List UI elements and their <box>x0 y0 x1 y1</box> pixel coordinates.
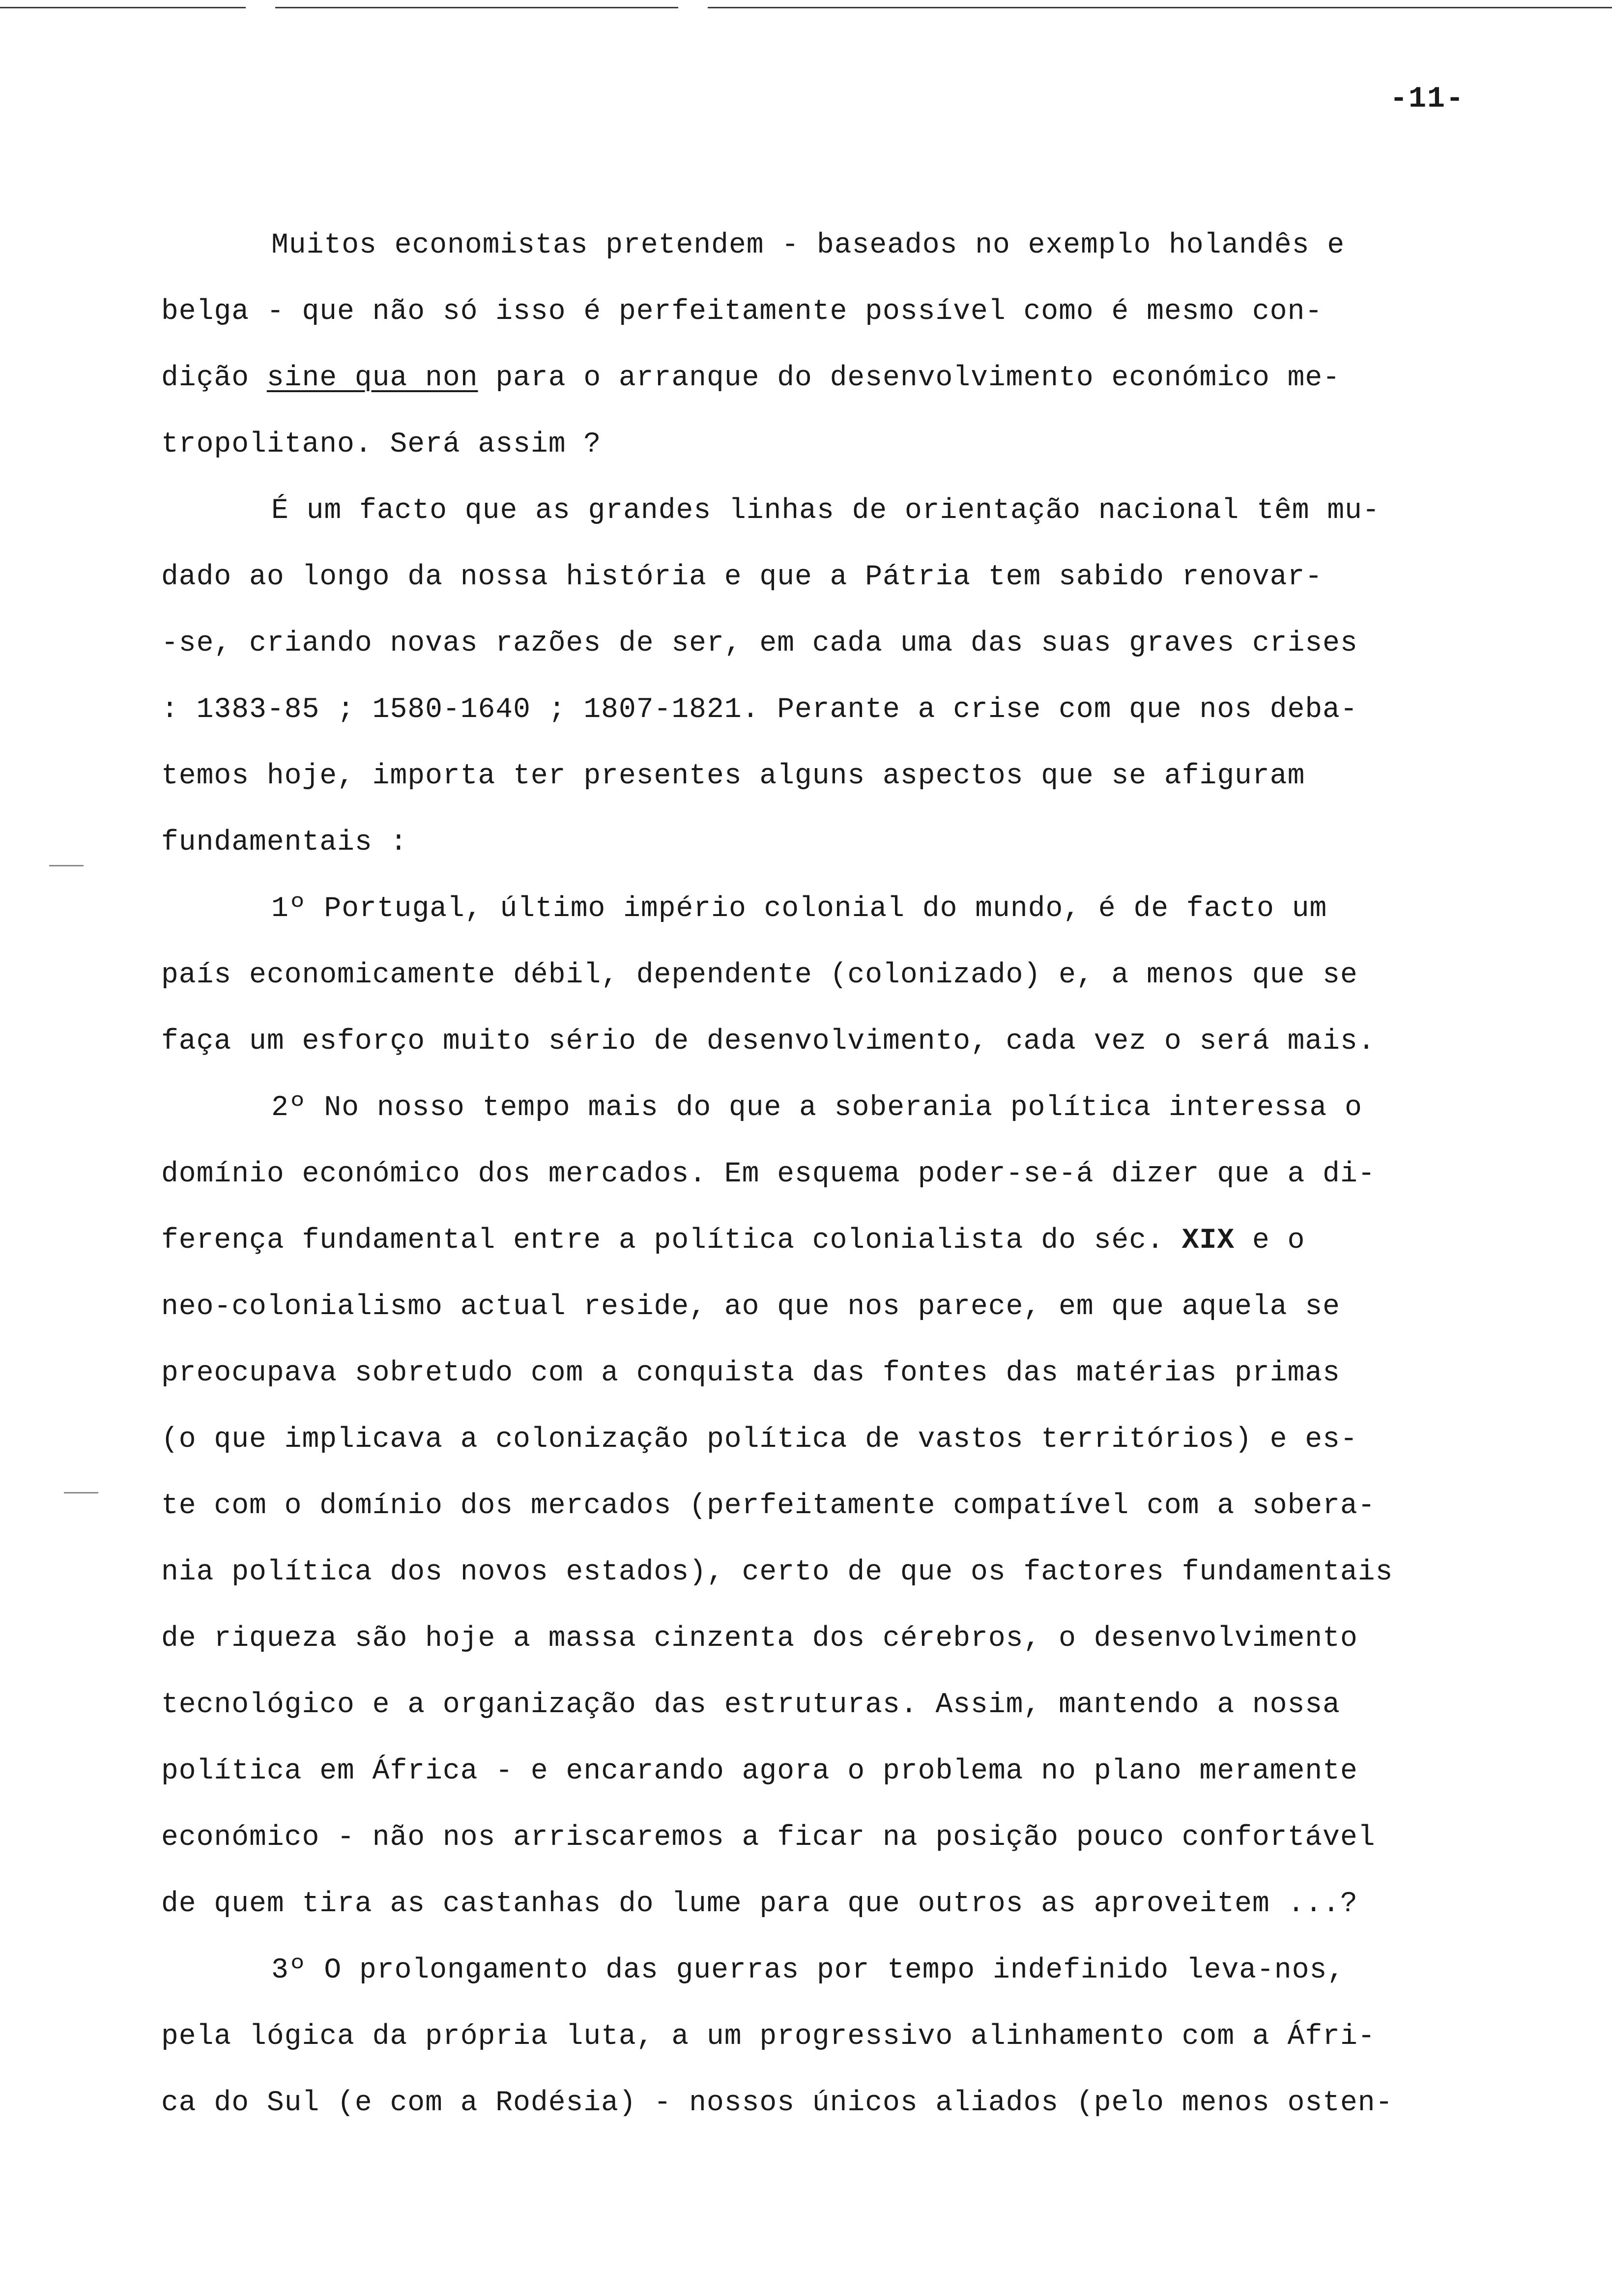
text-segment: belga - que não só isso é perfeitamente possível como é mesmo con- <box>161 296 1323 328</box>
text-line <box>161 610 1586 677</box>
text-line <box>161 279 1586 345</box>
text-line <box>161 743 1586 809</box>
text-line <box>161 1274 1586 1340</box>
text-line <box>161 677 1586 743</box>
text-line <box>161 876 1586 942</box>
text-line <box>161 1075 1586 1141</box>
text-segment: dado ao longo da nossa história e que a Pátria tem sabido renovar- <box>161 561 1323 593</box>
text-line <box>161 212 1586 279</box>
text-line <box>161 1606 1586 1672</box>
text-segment: tecnológico e a organização das estruturas. Assim, mantendo a nossa <box>161 1689 1340 1721</box>
text-segment: fundamentais : <box>161 827 408 859</box>
text-segment: pela lógica da própria luta, a um progressivo alinhamento com a Áfri- <box>161 2021 1376 2053</box>
text-segment: de riqueza são hoje a massa cinzenta dos cérebros, o desenvolvimento <box>161 1623 1358 1655</box>
underlined-phrase: sine qua non <box>266 362 478 394</box>
text-segment: política em África - e encarando agora o problema no plano meramente <box>161 1755 1358 1787</box>
text-line <box>161 1406 1586 1473</box>
text-segment: 2º No nosso tempo mais do que a soberania política interessa o <box>271 1092 1362 1124</box>
text-segment: XIX <box>1181 1225 1235 1257</box>
text-segment: para o arranque do desenvolvimento económico me- <box>478 362 1340 394</box>
text-line <box>161 1141 1586 1207</box>
text-line <box>161 1473 1586 1539</box>
text-line <box>161 1539 1586 1606</box>
text-segment: domínio económico dos mercados. Em esquema poder-se-á dizer que a di- <box>161 1158 1376 1190</box>
text-line <box>161 2004 1586 2070</box>
text-segment: -se, criando novas razões de ser, em cada uma das suas graves crises <box>161 628 1358 660</box>
text-segment: ca do Sul (e com a Rodésia) - nossos únicos aliados (pelo menos osten- <box>161 2087 1393 2119</box>
text-segment: neo-colonialismo actual reside, ao que nos parece, em que aquela se <box>161 1291 1340 1323</box>
text-segment: temos hoje, importa ter presentes alguns aspectos que se afiguram <box>161 760 1305 792</box>
text-segment: ferença fundamental entre a política colonialista do séc. <box>161 1225 1182 1257</box>
paragraph <box>161 1075 1586 1937</box>
margin-tick <box>64 1492 98 1493</box>
paragraph <box>161 876 1586 1075</box>
text-line <box>161 1805 1586 1871</box>
text-line <box>161 411 1586 478</box>
text-line <box>161 478 1586 544</box>
top-edge-rule <box>708 7 1612 8</box>
paragraph <box>161 1937 1586 2136</box>
text-segment: 3º O prolongamento das guerras por tempo indefinido leva-nos, <box>271 1954 1345 1986</box>
top-edge-rule <box>275 7 678 8</box>
text-segment: e o <box>1235 1225 1305 1257</box>
body-text <box>161 212 1586 2136</box>
text-line <box>161 809 1586 876</box>
text-segment: de quem tira as castanhas do lume para que outros as aproveitem ...? <box>161 1888 1358 1920</box>
margin-tick <box>49 865 84 866</box>
text-segment: país economicamente débil, dependente (colonizado) e, a menos que se <box>161 959 1358 991</box>
text-segment: económico - não nos arriscaremos a ficar na posição pouco confortável <box>161 1822 1376 1854</box>
text-line <box>161 2070 1586 2136</box>
text-segment: te com o domínio dos mercados (perfeitamente compatível com a sobera- <box>161 1490 1376 1522</box>
paragraph <box>161 478 1586 876</box>
text-line <box>161 1937 1586 2004</box>
text-line <box>161 942 1586 1008</box>
text-line <box>161 1738 1586 1805</box>
text-segment: : 1383-85 ; 1580-1640 ; 1807-1821. Perante a crise com que nos deba- <box>161 694 1358 726</box>
text-line <box>161 1008 1586 1075</box>
text-segment: preocupava sobretudo com a conquista das fontes das matérias primas <box>161 1357 1340 1389</box>
page-number: -11- <box>1389 83 1465 116</box>
text-line <box>161 1672 1586 1738</box>
text-segment: faça um esforço muito sério de desenvolvimento, cada vez o será mais. <box>161 1026 1376 1058</box>
text-segment: É um facto que as grandes linhas de orientação nacional têm mu- <box>271 495 1380 527</box>
text-segment: (o que implicava a colonização política de vastos territórios) e es- <box>161 1424 1358 1456</box>
text-line <box>161 1207 1586 1274</box>
text-line <box>161 544 1586 610</box>
text-line <box>161 345 1586 411</box>
paragraph <box>161 212 1586 478</box>
text-line <box>161 1340 1586 1406</box>
text-segment: tropolitano. Será assim ? <box>161 429 602 460</box>
text-segment: Muitos economistas pretendem - baseados no exemplo holandês e <box>271 230 1345 261</box>
text-segment: dição <box>161 362 267 394</box>
text-line <box>161 1871 1586 1937</box>
text-segment: nia política dos novos estados), certo de que os factores fundamentais <box>161 1556 1393 1588</box>
text-segment: 1º Portugal, último império colonial do mundo, é de facto um <box>271 893 1327 925</box>
top-edge-rule <box>0 7 246 8</box>
